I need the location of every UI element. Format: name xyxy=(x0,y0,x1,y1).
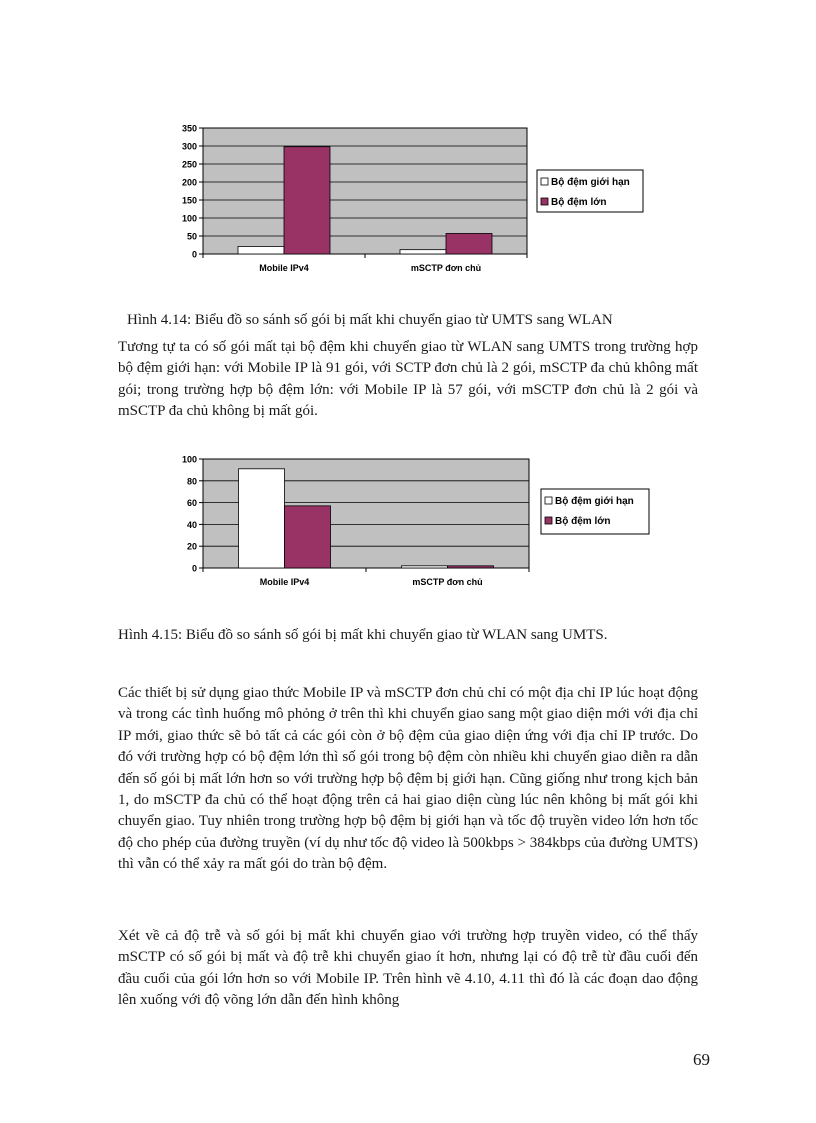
legend-swatch xyxy=(545,517,552,524)
bar-large-buffer xyxy=(446,233,492,254)
bar-limited-buffer xyxy=(238,246,284,254)
y-tick-label: 0 xyxy=(191,563,197,574)
legend-label: Bộ đệm lớn xyxy=(551,197,607,208)
y-tick-label: 20 xyxy=(186,541,197,552)
x-category-label: mSCTP đơn chủ xyxy=(412,577,483,587)
legend-label: Bộ đệm giới hạn xyxy=(555,496,634,507)
y-tick-label: 200 xyxy=(181,177,197,188)
bar-limited-buffer xyxy=(400,250,446,254)
page-number: 69 xyxy=(693,1050,710,1069)
bar-chart-figure-4-14 xyxy=(160,118,660,288)
y-tick-label: 150 xyxy=(181,195,197,206)
y-tick-label: 40 xyxy=(186,519,197,530)
x-category-label: mSCTP đơn chủ xyxy=(410,263,482,273)
y-tick-label: 100 xyxy=(181,454,197,465)
y-tick-label: 300 xyxy=(181,141,197,152)
y-tick-label: 80 xyxy=(186,476,197,487)
legend-label: Bộ đệm giới hạn xyxy=(551,177,630,188)
y-tick-label: 0 xyxy=(191,249,197,260)
x-category-label: Mobile IPv4 xyxy=(259,263,309,273)
bar-large-buffer xyxy=(285,506,331,568)
bar-limited-buffer xyxy=(402,566,448,568)
legend-label: Bộ đệm lớn xyxy=(555,516,611,527)
y-tick-label: 50 xyxy=(186,231,197,242)
y-tick-label: 250 xyxy=(181,159,197,170)
bar-large-buffer xyxy=(284,147,330,254)
y-tick-label: 350 xyxy=(181,123,197,134)
bar-limited-buffer xyxy=(239,469,285,568)
bar-chart-figure-4-15 xyxy=(160,450,660,600)
figure-caption-4-14: Hình 4.14: Biểu đồ so sánh số gói bị mất khi chuyển giao từ UMTS sang WLAN xyxy=(127,312,613,328)
y-tick-label: 60 xyxy=(186,498,197,509)
body-paragraph-1: Tương tự ta có số gói mất tại bộ đệm khi chuyển giao từ WLAN sang UMTS trong trường hợp bộ đệm giới hạn: với Mobile IP là 91 gói, với SCTP đơn chủ là 2 gói, mSCTP đa chủ không mất gói; trong trường hợp bộ đệm lớn: với Mobile IP là 57 gói, với mSCTP đơn chủ là 2 gói và mSCTP đa chủ không bị mất gói. xyxy=(118,339,698,420)
body-paragraph-2: Các thiết bị sử dụng giao thức Mobile IP và mSCTP đơn chủ chỉ có một địa chỉ IP lúc hoạt động và trong các tình huống mô phỏng ở trên thì khi chuyển giao sang một giao diện mới với địa chỉ IP mới, giao thức sẽ bỏ tất cả các gói còn ở bộ đệm của giao diện ứng với địa chỉ IP trước. Do đó với trường hợp có bộ đệm lớn thì số gói trong bộ đệm còn nhiều khi chuyển giao diễn ra dẫn đến số gói bị mất lớn hơn so với trường hợp bộ đệm bị giới hạn. Cũng giống như trong kịch bản 1, do mSCTP đa chủ có thể hoạt động trên cả hai giao diện cùng lúc nên không bị mất gói khi chuyển giao. Tuy nhiên trong trường hợp bộ đệm bị giới hạn và tốc độ truyền video lớn hơn tốc độ cho phép của đường truyền (ví dụ như tốc độ video là 500kbps > 384kbps của đường UMTS) thì vẫn có thể xảy ra mất gói do tràn bộ đệm. xyxy=(118,685,698,873)
legend-swatch xyxy=(541,178,548,185)
legend-swatch xyxy=(545,497,552,504)
y-tick-label: 100 xyxy=(181,213,197,224)
legend-swatch xyxy=(541,198,548,205)
body-paragraph-3: Xét về cả độ trễ và số gói bị mất khi chuyển giao với trường hợp truyền video, có thể thấy mSCTP có số gói bị mất và độ trễ khi chuyển giao ít hơn, nhưng lại có độ trễ từ đầu cuối đến đầu cuối của gói lớn hơn so với Mobile IP. Trên hình vẽ 4.10, 4.11 thì đó là các đoạn dao động lên xuống với độ võng lớn dẫn đến hình không xyxy=(118,928,698,1009)
figure-caption-4-15: Hình 4.15: Biểu đồ so sánh số gói bị mất khi chuyển giao từ WLAN sang UMTS. xyxy=(118,627,608,643)
x-category-label: Mobile IPv4 xyxy=(259,577,310,587)
bar-large-buffer xyxy=(448,566,494,568)
